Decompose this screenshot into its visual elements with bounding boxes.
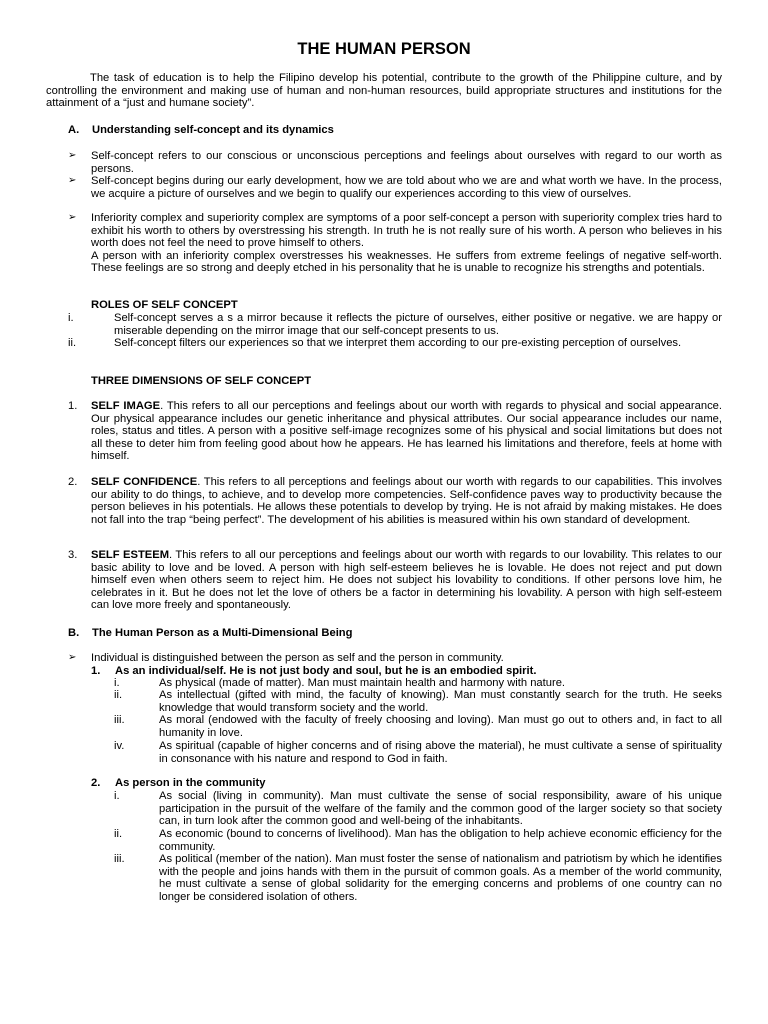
list-item: ii. As intellectual (gifted with mind, the faculty of knowing). Man must constantly search for the truth. He seeks knowledge that would transform society and the world. <box>114 689 722 714</box>
list-item: ➢ Inferiority complex and superiority complex are symptoms of a poor self-concept a person with superiority complex tries hard to exhibit his worth to others by overstressing his strength. In truth he is not really sure of his worth. A person who believes in his worth does not feel the need to prove himself to others. A person with an inferiority complex overstresses his weaknesses. He suffers from extreme feelings of negative self-worth. These feelings are so strong and deeply etched in his personality that he is unable to recognize his strengths and potentials. <box>68 212 722 275</box>
list-item: iii. As political (member of the nation). Man must foster the sense of nationalism and patriotism by which he identifies with the people and joins hands with them in the pursuit of common goals. As a member of the world community, he must cultivate a sense of global solidarity for the emerging concerns and problems of one country can no longer be considered isolation of others. <box>114 853 722 903</box>
list-item: ii. Self-concept filters our experiences so that we interpret them according to our pre-existing perception of ourselves. <box>68 337 682 349</box>
list-item: i. As social (living in community). Man must cultivate the sense of social responsibility, aware of his unique participation in the pursuit of the welfare of the family and the common good of the larger society so that society can, in turn look after the common good and well-being of the inhabitants. <box>114 790 722 828</box>
list-item: ii. As economic (bound to concerns of livelihood). Man has the obligation to help achieve economic efficiency for the community. <box>114 828 722 853</box>
arrow-bullet-icon: ➢ <box>68 652 77 663</box>
list-item: ➢ Self-concept begins during our early development, how we are told about who we are and what worth we have. In the process, we acquire a picture of ourselves and we begin to qualify our experiences according to this view of ourselves. <box>68 175 722 200</box>
arrow-bullet-icon: ➢ <box>68 175 77 186</box>
subsection-2-heading: 2. As person in the community <box>91 777 266 789</box>
list-item: 3. SELF ESTEEM. This refers to all our perceptions and feelings about our worth with regards to our lovability. This relates to our basic ability to love and be loved. A person with high self-esteem believes he is lovable. He does not reject and put down himself even when others seem to reject him. He does not subject his lovability to conditions. If other persons love him, he celebrates in it. But he does not let the love of others be a factor in determining his lovability. A person with high self-esteem can love more freely and spontaneously. <box>68 549 723 612</box>
list-item: ➢ Self-concept refers to our conscious or unconscious perceptions and feelings about ourselves with regard to our worth as persons. <box>68 150 722 175</box>
intro-paragraph: The task of education is to help the Filipino develop his potential, contribute to the growth of the Philippine culture, and by controlling the environment and making use of human and non-human resources, build appropriate structures and institutions for the attainment of a “just and humane society”. <box>46 72 722 110</box>
subsection-1-heading: 1. As an individual/self. He is not just body and soul, but he is an embodied spirit. <box>91 665 537 677</box>
section-b-heading: B. The Human Person as a Multi-Dimensional Being <box>68 627 353 639</box>
list-item: i. Self-concept serves a s a mirror because it reflects the picture of ourselves, either positive or negative. we are happy or miserable depending on the mirror image that our self-concept presents to us. <box>68 312 722 337</box>
list-item: iv. As spiritual (capable of higher concerns and of rising above the material), he must cultivate a sense of spirituality in consonance with his nature and respond to God in faith. <box>114 740 722 765</box>
list-item: ➢ Individual is distinguished between the person as self and the person in community. <box>68 652 504 664</box>
dimensions-heading: THREE DIMENSIONS OF SELF CONCEPT <box>91 375 312 387</box>
roles-heading: ROLES OF SELF CONCEPT <box>91 299 238 311</box>
section-a-heading: A. Understanding self-concept and its dynamics <box>68 124 334 136</box>
list-item: 2. SELF CONFIDENCE. This refers to all perceptions and feelings about our worth with regards to our capabilities. This involves our ability to do things, to achieve, and to develop more competencies. Self-confidence paves way to productivity because the person believes in his potentials. He allows these potentials to develop by trying. He is not afraid by making mistakes. He does not fall into the trap “being perfect”. The development of his abilities is measured within his own standard of development. <box>68 476 722 526</box>
list-item: 1. SELF IMAGE. This refers to all our perceptions and feelings about our worth with regards to physical and social appearance. Our physical appearance includes our genetic inheritance and physical attributes. Our social appearance includes our name, roles, status and titles. A person with a positive self-image recognizes some of his physical and social limitations but does not all these to deter him from feeling good about how he appears. He has learned his limitations and therefore, feels at home with himself. <box>68 400 722 463</box>
page-title: THE HUMAN PERSON <box>297 40 471 58</box>
arrow-bullet-icon: ➢ <box>68 212 77 223</box>
arrow-bullet-icon: ➢ <box>68 150 77 161</box>
list-item: iii. As moral (endowed with the faculty of freely choosing and loving). Man must go out to others and, in fact to all humanity in love. <box>114 714 722 739</box>
list-item: i. As physical (made of matter). Man must maintain health and harmony with nature. <box>114 677 566 689</box>
